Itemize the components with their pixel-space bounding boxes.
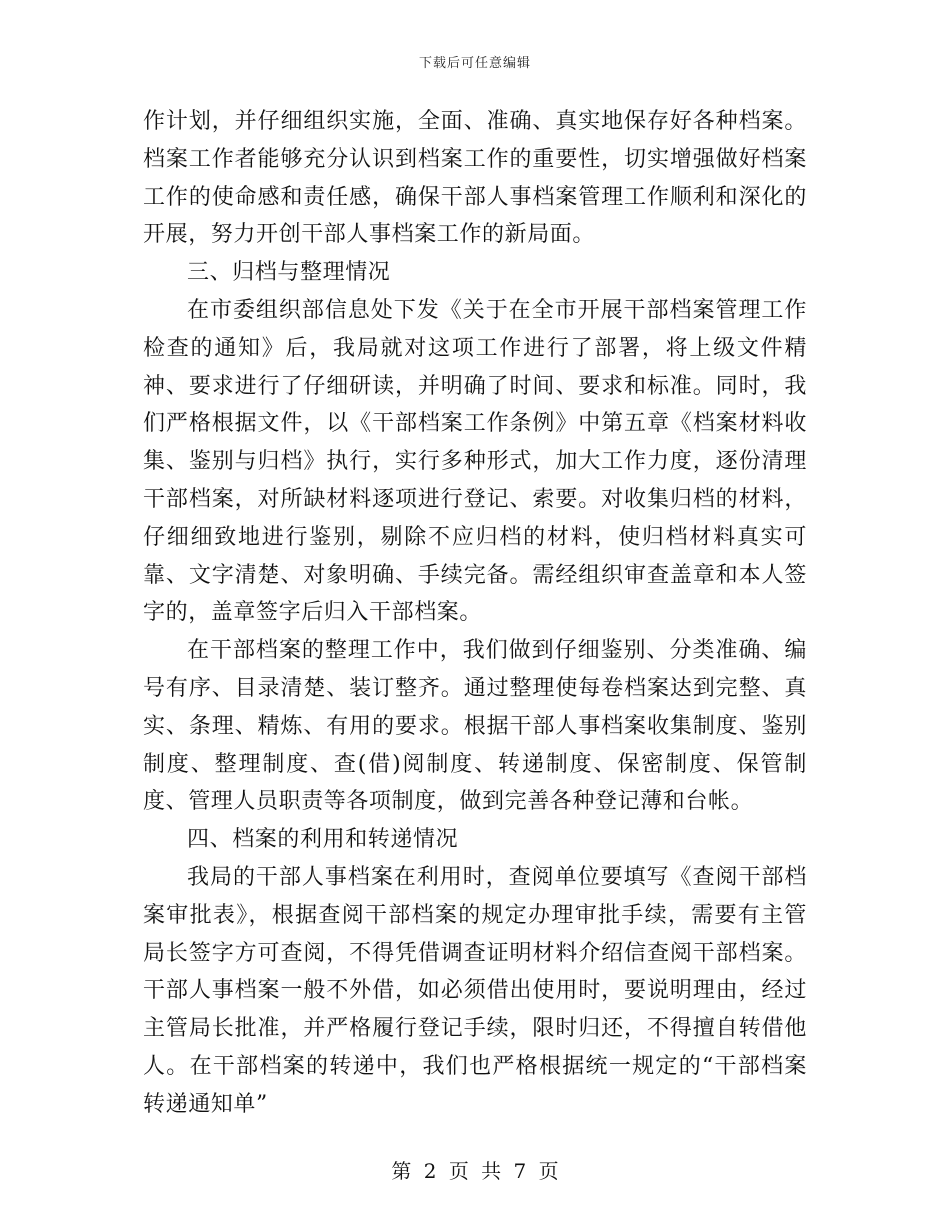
section-heading-3: 三、归档与整理情况 (187, 260, 391, 286)
header-note: 下载后可任意编辑 (418, 56, 531, 71)
paragraph-archiving: 在市委组织部信息处下发《关于在全市开展干部档案管理工作检查的通知》后，我局就对这项工作进行了部署，将上级文件精神、要求进行了仔细研读，并明确了时间、要求和标准。同时，我们严格根据文件，以《干部档案工作条例》中第五章《档案材料收集、鉴别与归档》执行，实行多种形式，加大工作力度，逐份清理干部档案，对所缺材料逐项进行登记、索要。对收集归档的材料，仔细细致地进行鉴别，剔除不应归档的材料，使归档材料真实可靠、文字清楚、对象明确、手续完备。需经组织审查盖章和本人签字的，盖章签字后归入干部档案。 (143, 297, 807, 626)
paragraph-organizing: 在干部档案的整理工作中，我们做到仔细鉴别、分类准确、编号有序、目录清楚、装订整齐。通过整理使每卷档案达到完整、真实、条理、精炼、有用的要求。根据干部人事档案收集制度、鉴别制度、整理制度、查(借)阅制度、转递制度、保密制度、保管制度、管理人员职责等各项制度，做到完善各种登记薄和台帐。 (143, 638, 807, 815)
document-body (143, 103, 807, 1124)
section-heading-4: 四、档案的利用和转递情况 (187, 827, 459, 853)
paragraph-continuation: 作计划，并仔细组织实施，全面、准确、真实地保存好各种档案。档案工作者能够充分认识到档案工作的重要性，切实增强做好档案工作的使命感和责任感，确保干部人事档案管理工作顺利和深化的开展，努力开创干部人事档案工作的新局面。 (143, 109, 807, 248)
page-number: 第 2 页 共 7 页 (391, 1159, 559, 1183)
paragraph-usage-transfer: 我局的干部人事档案在利用时，查阅单位要填写《查阅干部档案审批表》，根据查阅干部档案的规定办理审批手续，需要有主管局长签字方可查阅，不得凭借调查证明材料介绍信查阅干部档案。干部人事档案一般不外借，如必须借出使用时，要说明理由，经过主管局长批准，并严格履行登记手续，限时归还，不得擅自转借他人。在干部档案的转递中，我们也严格根据统一规定的“干部档案转递通知单” (143, 864, 807, 1117)
